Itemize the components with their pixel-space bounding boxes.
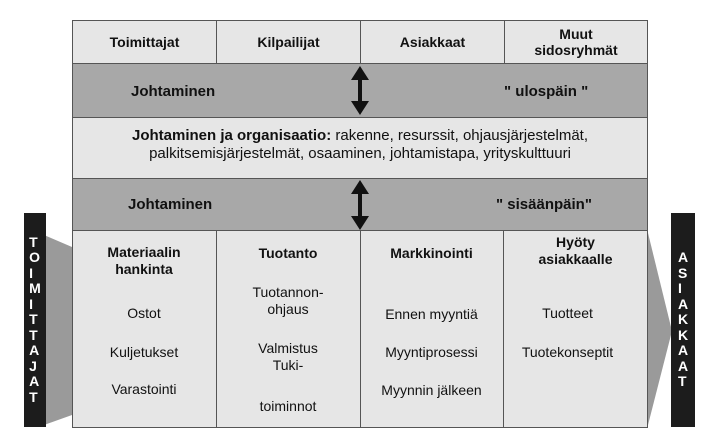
sidebar-letter: A: [677, 295, 689, 312]
customers-sidebar-letters: [678, 250, 688, 390]
column-benefit-title-1: Hyöty: [556, 234, 595, 250]
sidebar-letter: I: [29, 295, 34, 312]
inward-direction: " sisäänpäin": [496, 196, 592, 213]
sidebar-letter: A: [29, 342, 40, 359]
stakeholder-suppliers: [72, 20, 217, 64]
sidebar-letter: A: [677, 357, 689, 374]
column-benefit: [503, 234, 648, 268]
suppliers-sidebar: [24, 213, 46, 427]
sidebar-letter: K: [677, 311, 689, 328]
sidebar-letter: T: [29, 311, 38, 328]
column-production-item-3: Valmistus: [258, 340, 318, 356]
column-materials: [72, 244, 216, 278]
sidebar-letter: I: [677, 280, 682, 297]
sidebar-letter: A: [677, 249, 689, 266]
column-marketing-item-3: Myynnin jälkeen: [381, 382, 482, 398]
column-marketing-item-1: Ennen myyntiä: [385, 306, 478, 322]
sidebar-letter: T: [29, 326, 38, 343]
column-production-item-2: ohjaus: [267, 301, 309, 317]
column-materials-title-1: Materiaalin: [107, 244, 181, 260]
inward-label: Johtaminen: [128, 196, 213, 213]
organization-line-1-rest: rakenne, resurssit, ohjausjärjestelmät,: [331, 127, 588, 144]
outward-double-arrow-icon: [348, 63, 372, 118]
sidebar-letter: T: [29, 388, 38, 405]
sidebar-letter: M: [29, 280, 41, 297]
sidebar-letter: A: [677, 342, 689, 359]
sidebar-letter: K: [677, 326, 689, 343]
outward-direction: " ulospäin ": [504, 83, 589, 100]
column-benefit-item-1: Tuotteet: [542, 305, 593, 321]
stakeholder-competitors-label: Kilpailijat: [257, 34, 320, 50]
column-materials-item-3: Varastointi: [111, 381, 177, 397]
column-materials-title-2: hankinta: [115, 261, 173, 277]
sidebar-letter: I: [29, 264, 34, 281]
customers-sidebar: [671, 213, 695, 427]
column-marketing-item-2: Myyntiprosessi: [385, 344, 478, 360]
column-production-item-1: Tuotannon-: [252, 284, 324, 300]
stakeholder-other: [504, 20, 648, 64]
column-materials-item-1: Ostot: [127, 305, 161, 321]
organization-line-1: [72, 127, 648, 145]
column-marketing-title: Markkinointi: [390, 245, 473, 261]
sidebar-letter: A: [29, 373, 40, 390]
outward-label: Johtaminen: [131, 83, 216, 100]
stakeholder-customers: [360, 20, 505, 64]
suppliers-sidebar-letters: [29, 235, 41, 406]
sidebar-letter: J: [29, 357, 37, 374]
column-materials-item-2: Kuljetukset: [109, 344, 179, 360]
sidebar-letter: S: [677, 264, 688, 281]
sidebar-letter: O: [29, 249, 41, 266]
column-production-item-4: Tuki-: [272, 357, 304, 373]
stakeholder-suppliers-label: Toimittajat: [109, 34, 180, 50]
sidebar-letter: T: [29, 233, 38, 250]
column-benefit-title-2: asiakkaalle: [538, 251, 613, 267]
organization-line-2: palkitsemisjärjestelmät, osaaminen, johtamistapa, yrityskulttuuri: [149, 145, 571, 162]
sidebar-letter: T: [677, 373, 687, 390]
stakeholder-competitors: [216, 20, 361, 64]
column-benefit-item-2: Tuotekonseptit: [521, 344, 614, 360]
stakeholder-customers-label: Asiakkaat: [399, 34, 466, 50]
stakeholder-other-label: Muut sidosryhmät: [534, 26, 618, 58]
column-production-item-5: toiminnot: [259, 398, 317, 414]
organization-heading: Johtaminen ja organisaatio:: [132, 127, 332, 144]
organization-text: [72, 127, 648, 163]
column-production-title: Tuotanto: [258, 245, 318, 261]
